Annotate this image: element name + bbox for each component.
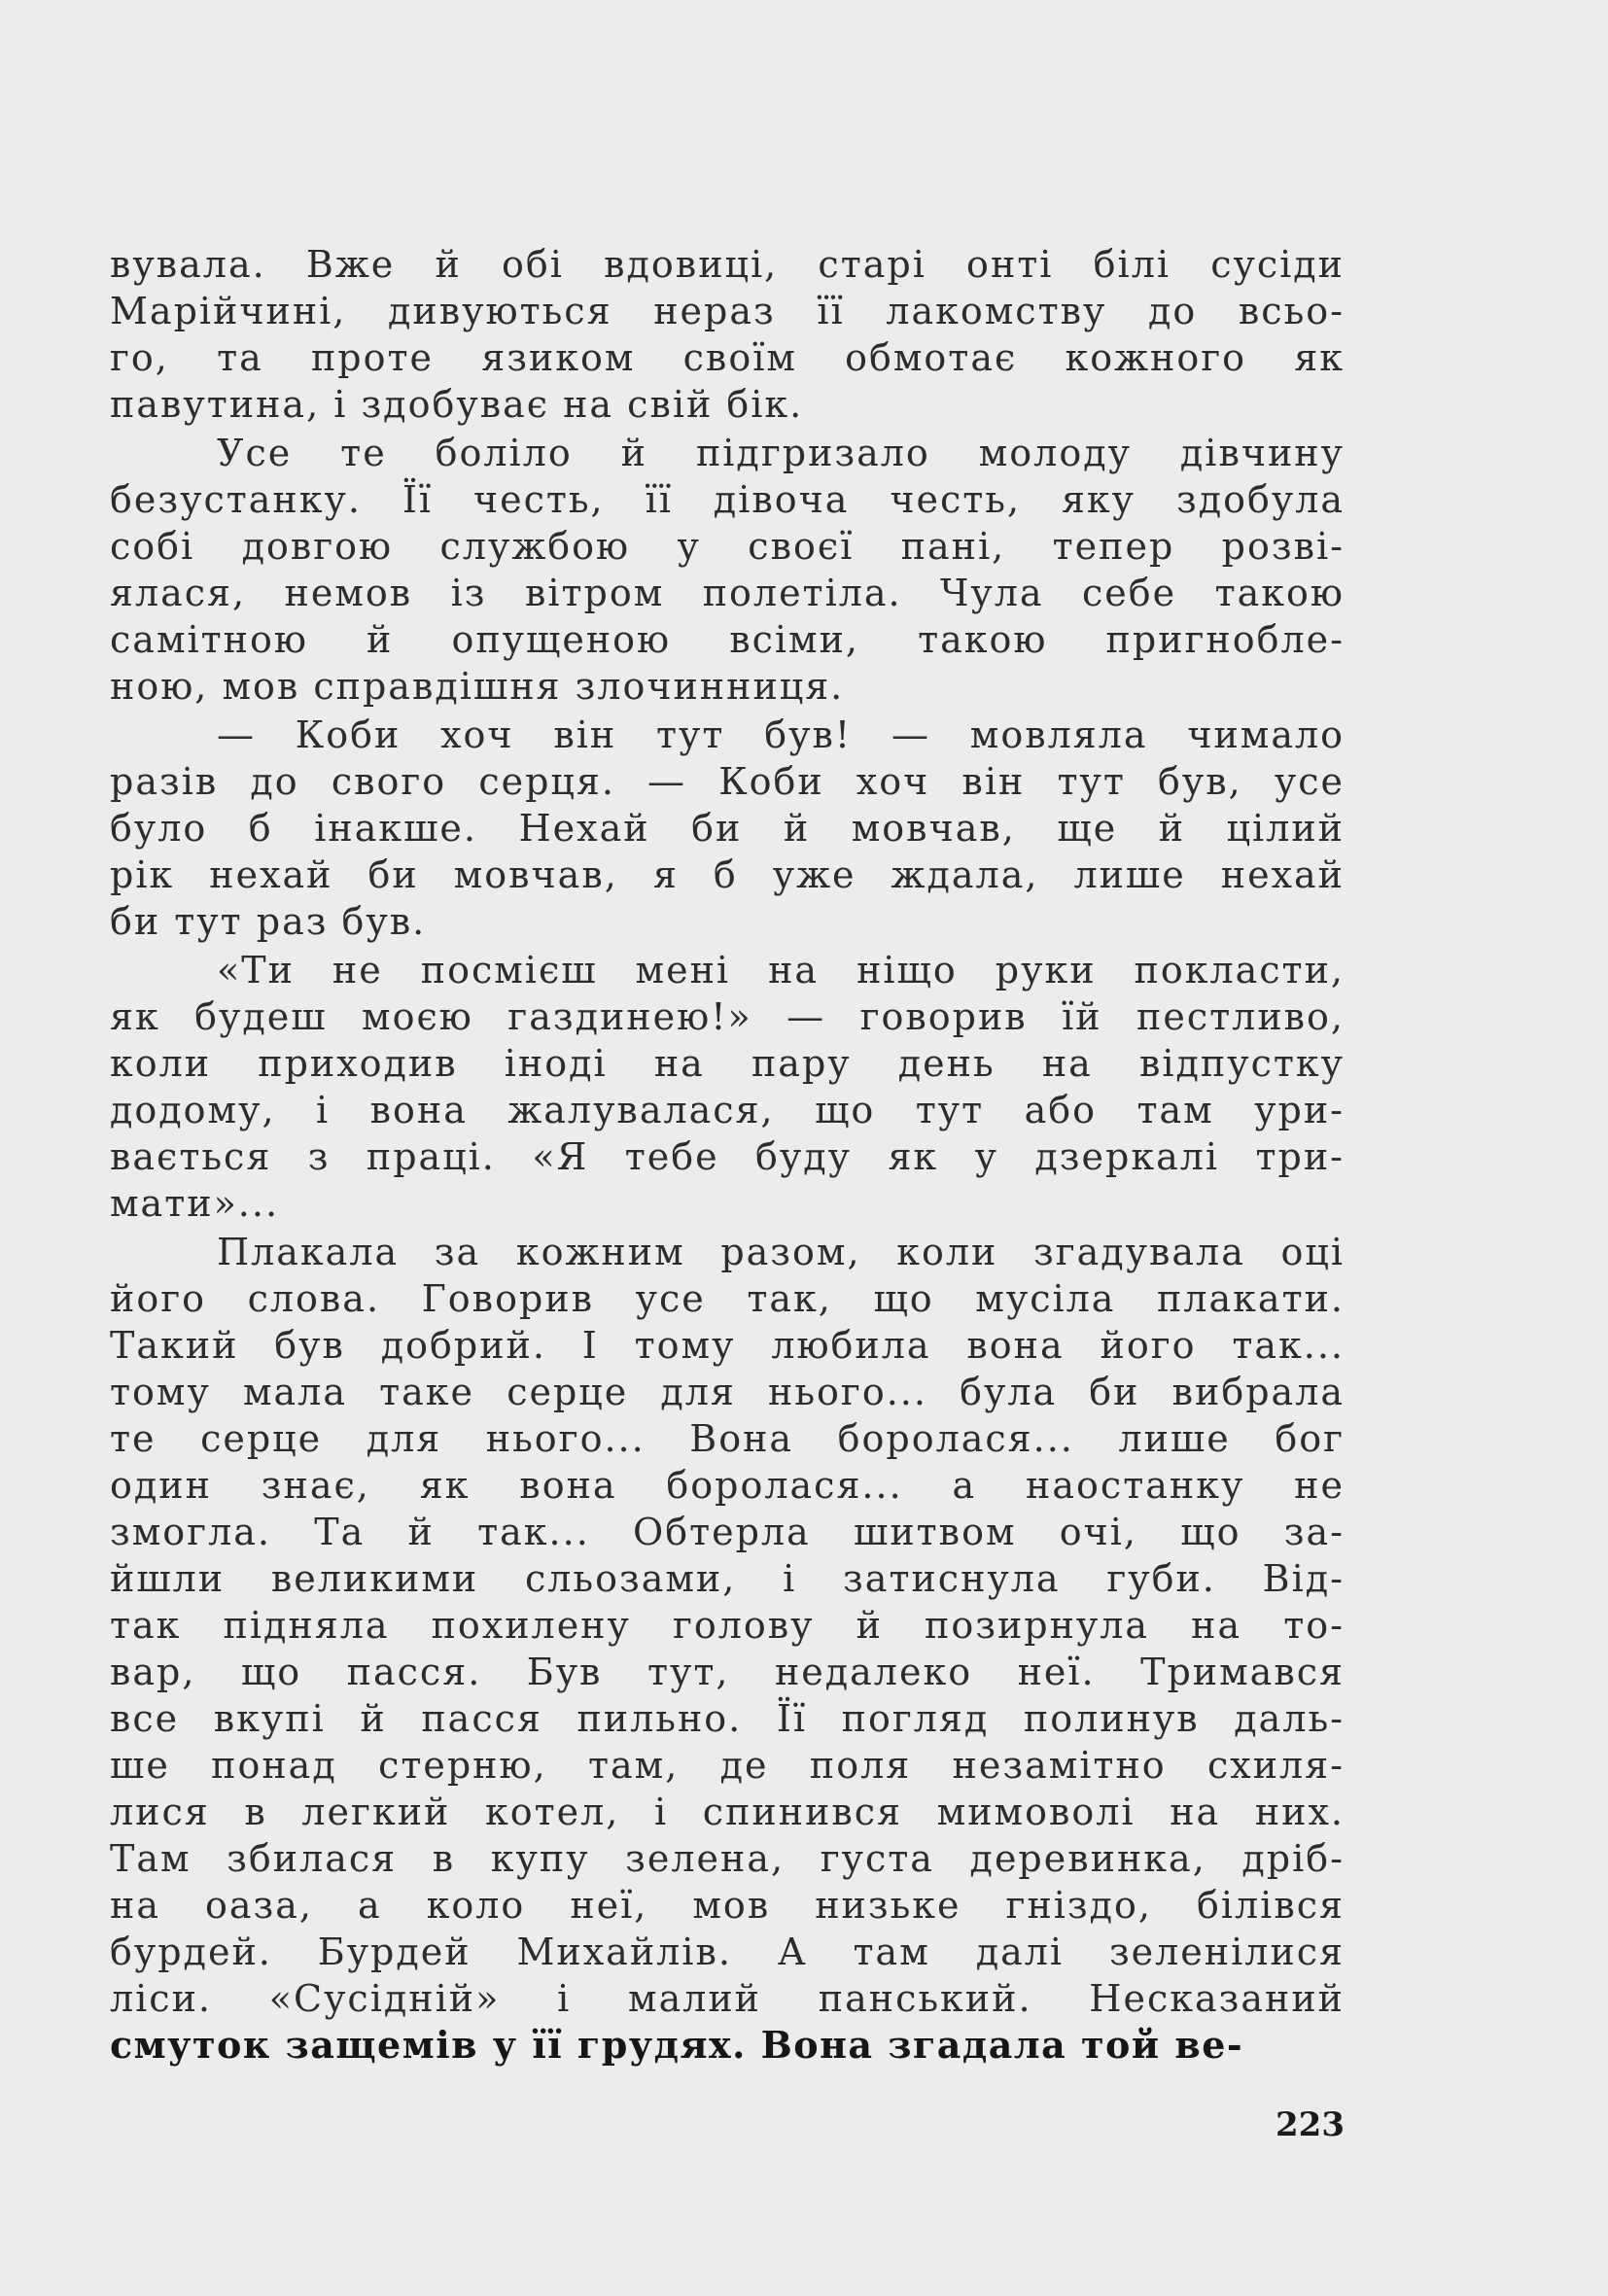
text-line: як будеш моєю газдинею!» — говорив їй пестливо, — [110, 995, 1345, 1038]
text-line: би тут раз був. — [110, 900, 427, 943]
text-line: «Ти не посмієш мені на ніщо руки покласти, — [217, 949, 1345, 991]
text-line: мати»... — [110, 1182, 280, 1225]
text-line: було б інакше. Нехай би й мовчав, ще й цілий — [110, 807, 1345, 850]
paragraph — [110, 1229, 1345, 2069]
paragraph — [110, 241, 1345, 428]
text-line: ліси. «Сусідній» і малий панський. Несказаний — [110, 1977, 1345, 2020]
text-line: — Коби хоч він тут був! — мовляла чимало — [217, 713, 1345, 756]
text-line: Марійчині, дивуються нераз її лакомству до всьо- — [110, 290, 1345, 332]
text-line: Плакала за кожним разом, коли згадувала оці — [217, 1231, 1345, 1273]
text-line: його слова. Говорив усе так, що мусіла плакати. — [110, 1277, 1345, 1320]
text-line: на оаза, а коло неї, мов низьке гніздо, білівся — [110, 1884, 1345, 1927]
text-line: Такий був добрий. І тому любила вона його так... — [110, 1324, 1345, 1367]
text-line: го, та проте язиком своїм обмотає кожного як — [110, 336, 1345, 379]
text-line: безустанку. Її честь, її дівоча честь, яку здобула — [110, 478, 1345, 521]
text-line: все вкупі й пасся пильно. Її погляд полинув даль- — [110, 1697, 1345, 1740]
text-line: разів до свого серця. — Коби хоч він тут був, усе — [110, 760, 1345, 803]
text-line: лися в легкий котел, і спинився мимоволі на них. — [110, 1791, 1345, 1833]
text-line: тому мала таке серце для нього... була би вибрала — [110, 1371, 1345, 1413]
text-line: Усе те боліло й підгризало молоду дівчину — [217, 432, 1345, 474]
paragraph — [110, 947, 1345, 1227]
text-body — [110, 241, 1345, 2069]
text-line: те серце для нього... Вона боролася... лише бог — [110, 1417, 1345, 1460]
paragraph — [110, 430, 1345, 710]
text-line: вається з праці. «Я тебе буду як у дзеркалі три- — [110, 1135, 1345, 1178]
text-line: один знає, як вона боролася... а наостанку не — [110, 1464, 1345, 1507]
text-line: ною, мов справдішня злочинниця. — [110, 665, 845, 708]
text-line: Там збилася в купу зелена, густа деревинка, дріб- — [110, 1837, 1345, 1880]
text-line: павутина, і здобуває на свій бік. — [110, 383, 804, 426]
text-line: бурдей. Бурдей Михайлів. А там далі зеленілися — [110, 1931, 1345, 1973]
text-line: йшли великими сльозами, і затиснула губи. Від- — [110, 1557, 1345, 1600]
text-line: ялася, немов із вітром полетіла. Чула себе такою — [110, 572, 1345, 614]
text-line: вувала. Вже й обі вдовиці, старі онті білі сусіди — [110, 243, 1345, 286]
text-line: смуток защемів у її грудях. Вона згадала той ве- — [110, 2023, 1244, 2067]
text-line: змогла. Та й так... Обтерла шитвом очі, що за- — [110, 1511, 1345, 1553]
paragraph — [110, 712, 1345, 945]
page-number: 223 — [1276, 2105, 1345, 2144]
text-line: додому, і вона жалувалася, що тут або там ури- — [110, 1089, 1345, 1131]
text-line: коли приходив іноді на пару день на відпустку — [110, 1042, 1345, 1085]
text-line: самітною й опущеною всіми, такою пригнобле- — [110, 618, 1345, 661]
text-line: собі довгою службою у своєї пані, тепер розві- — [110, 525, 1345, 568]
text-line: ше понад стерню, там, де поля незамітно схиля- — [110, 1744, 1345, 1787]
text-line: так підняла похилену голову й позирнула на то- — [110, 1604, 1345, 1647]
text-line: рік нехай би мовчав, я б уже ждала, лише нехай — [110, 853, 1345, 896]
text-line: вар, що пасся. Був тут, недалеко неї. Тримався — [110, 1651, 1345, 1693]
